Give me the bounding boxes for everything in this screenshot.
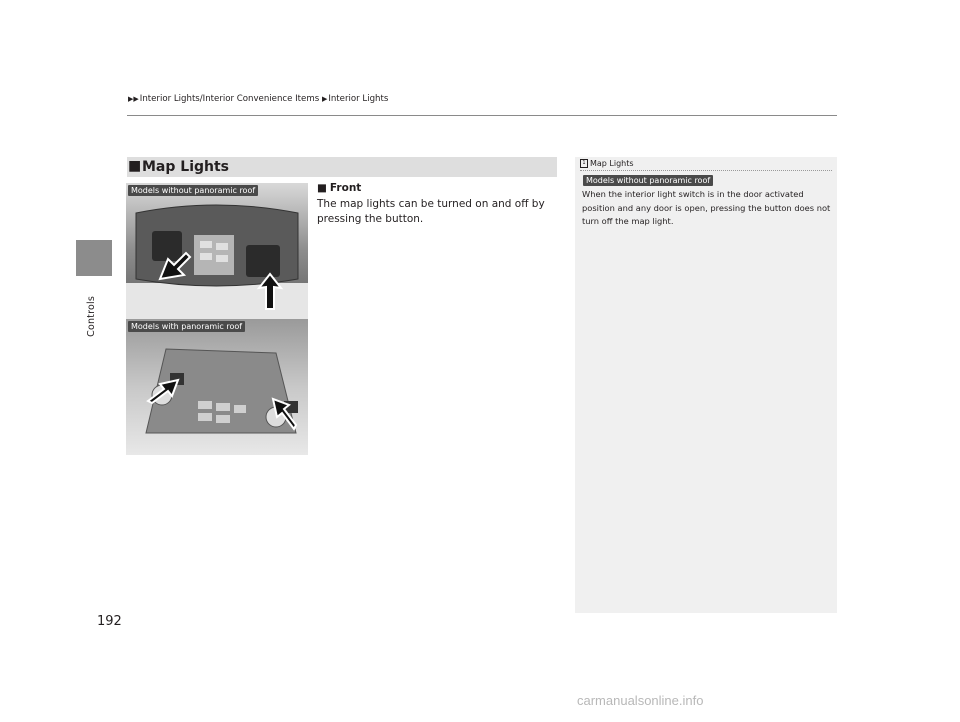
chapter-label: Controls xyxy=(86,296,97,337)
section-header xyxy=(127,157,557,177)
overhead-console-photo xyxy=(126,183,308,455)
variant-tag: Models without panoramic roof xyxy=(128,185,258,196)
sidebar-title xyxy=(580,159,634,168)
breadcrumb-arrow-icon: ▶ xyxy=(321,95,328,103)
breadcrumb xyxy=(128,94,388,104)
page-number: 192 xyxy=(97,614,122,629)
map-lights-figure xyxy=(126,183,308,455)
note-icon: 1 xyxy=(580,159,588,168)
sidebar-title-text: Map Lights xyxy=(590,159,634,168)
map-light-right xyxy=(246,245,280,277)
breadcrumb-item[interactable]: Interior Lights/Interior Convenience Items xyxy=(139,94,320,104)
section-title: Map Lights xyxy=(142,159,230,175)
subsection-square-icon: ■ xyxy=(317,182,327,194)
variant-tag: Models without panoramic roof xyxy=(583,175,713,186)
map-light-left xyxy=(152,231,182,261)
body-paragraph: The map lights can be turned on and off by pressing the button. xyxy=(317,198,545,225)
sidebar-note: When the interior light switch is in the door activated position and any door is open, pressing the button does not turn off the map light. xyxy=(582,189,831,226)
subsection-heading xyxy=(317,182,361,194)
header-divider xyxy=(127,115,837,116)
subsection-heading-text: Front xyxy=(329,182,362,194)
chapter-tab-marker xyxy=(76,240,112,276)
watermark: carmanualsonline.info xyxy=(577,693,704,708)
breadcrumb-item[interactable]: Interior Lights xyxy=(328,94,389,104)
section-square-icon: ■ xyxy=(128,158,142,174)
variant-tag: Models with panoramic roof xyxy=(128,321,245,332)
sidebar-divider xyxy=(580,170,832,171)
breadcrumb-arrow-icon: ▶▶ xyxy=(128,95,139,103)
